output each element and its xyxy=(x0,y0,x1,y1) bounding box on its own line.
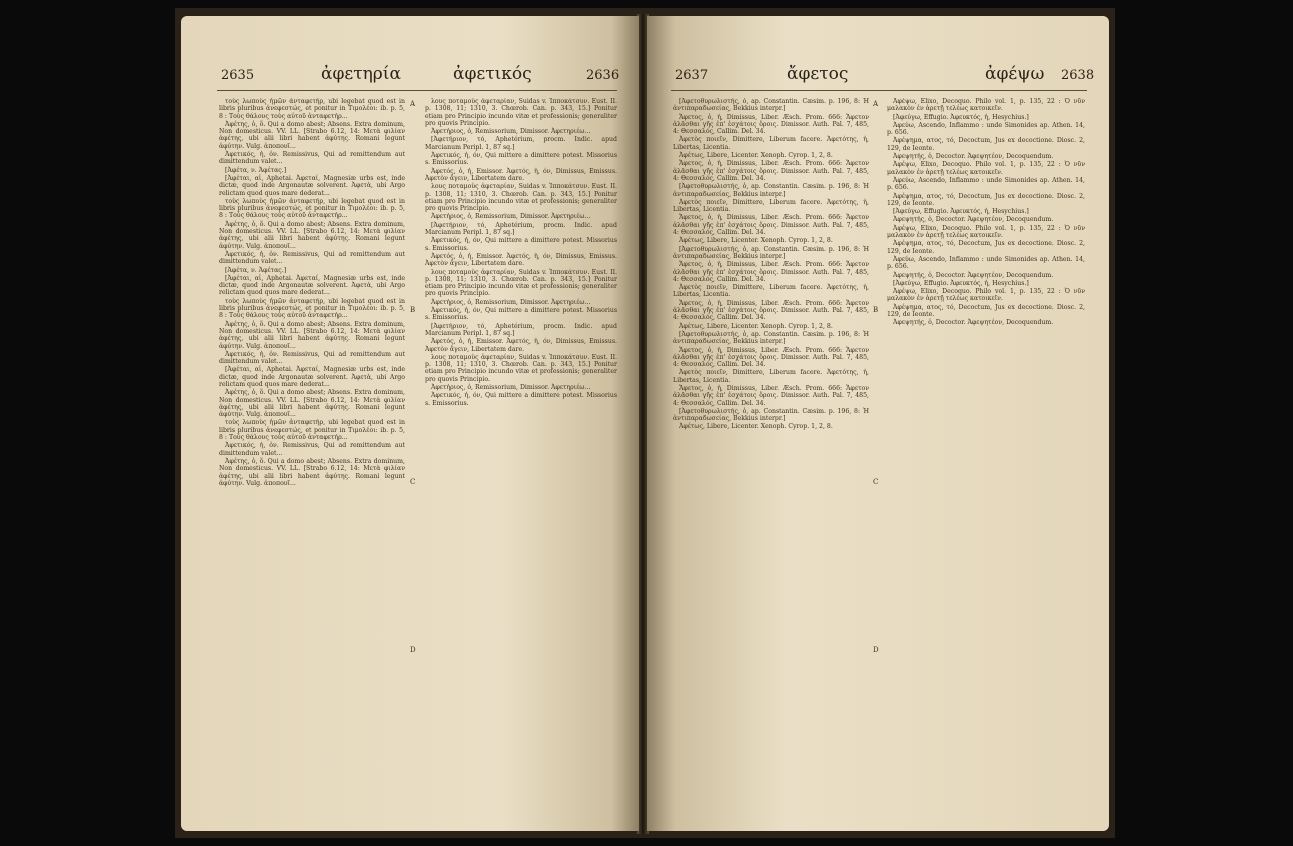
entry: τοὺς λωποὺς ἡμῶν ἀνταφετήρ, ubi legebat quod est in libris pluribus ἀνεφεστώς, et ponitur in Τιμολέοι: ib. p. 5, 8 : Τοὺς θάλους τοὺς αὐτοῦ ἀνταφετήρ... xyxy=(219,419,405,442)
entry: Ἀφέτως, Libere, Licenter. Xenoph. Cyrop. 1, 2, 8. xyxy=(679,423,833,431)
entry: [Ἀφεύγω, Effugio. Ἀφευκτός, ἡ, Hesychius.] xyxy=(893,113,1029,121)
entry: Ἀφετός, ὁ, ἡ, Emissor. Ἀφετός, ἡ, όν, Dimissus, Emissus. Ἀφετὸν ἄγειν, Libertatem dare. xyxy=(425,252,617,268)
entry: Ἀφετικός, ἡ, ὁν. Remissivus, Qui ad remittendum aut dimittendum valet... xyxy=(219,151,405,166)
entry: Ἀφέψω, Elixo, Decoquo. Philo vol. 1, p. 135, 22 : Ὁ νῦν μαλακὸν ἐν ἀρετῇ τελέως κατοικεῖν. xyxy=(887,161,1085,176)
entry: Ἀφετικός, ἡ, ὁν. Remissivus, Qui ad remittendum aut dimittendum valet... xyxy=(219,442,405,457)
entry: Ἀφετικός, ἡ, όν, Qui mittere a dimittere potest. Missorius s. Emissorius. xyxy=(425,237,617,252)
entry: Ἄφετος, ὁ, ἡ, Dimissus, Liber. Æsch. Prom. 666: Ἄφετον ἀλᾶσθαι γῆς ἐπ' ἐσχάτοις ὅροις. Dimissor. Auth. Pal. 7, 485, 4: Θεσσαλός, Callim. Del. 34. xyxy=(673,113,869,136)
margin-letter-a: A xyxy=(410,100,416,108)
entry: [Ἀφέται, αἱ, Aphetai. Ἀφεταί, Magnesiæ urbs est, inde dictæ, quod inde Argonautæ solverent. Ἀφετὰ, ubi Argo relictam quod quos mare dederat... xyxy=(219,274,405,297)
entry: [Ἀφετήριον, τό, Aphetérium, procm. Indic. apud Marcianum Peripl. 1, 87 sq.] xyxy=(425,136,617,151)
entry: Ἀφετήριος, ὁ, Remissorium, Dimissor. Ἀφετηριέω... xyxy=(431,298,591,306)
entry: λους ποταμοὺς ἀφεταρίαν, Suidas v. Ἱπποκάτσυν. Eust. II. p. 1308, 11; 1310, 3. Chœrob. Can. p. 343, 15.] Ponitur etiam pro Principio incundo vitæ et professionis; generaliter pro quovis Principio. xyxy=(425,353,617,383)
open-book xyxy=(175,8,1115,838)
right-page-column-2 xyxy=(887,98,1085,817)
headword-left: ἄφετος xyxy=(787,64,849,84)
entry: [Ἀφέτα, ν. Ἀφέτας.] xyxy=(225,166,287,174)
entry: Ἀφετὸς ποιεῖν, Dimittere, Liberum facere. Ἀφετότης, ἡ, Libertas, Licentia. xyxy=(673,284,869,299)
entry: Ἄφετος, ὁ, ἡ, Dimissus, Liber. Æsch. Prom. 666: Ἄφετον ἀλᾶσθαι γῆς ἐπ' ἐσχάτοις ὅροις. Dimissor. Auth. Pal. 7, 485, 4: Θεσσαλός, Callim. Del. 34. xyxy=(673,214,869,237)
entry: Ἀφέψημα, ατος, τό, Decoctum, Jus ex decoctione. Diosc. 2, 129, de Ieonte. xyxy=(887,137,1085,152)
entry: Ἄφετος, ὁ, ἡ, Dimissus, Liber. Æsch. Prom. 666: Ἄφετον ἀλᾶσθαι γῆς ἐπ' ἐσχάτοις ὅροις. Dimissor. Auth. Pal. 7, 485, 4: Θεσσαλός, Callim. Del. 34. xyxy=(673,160,869,182)
entry: λους ποταμοὺς ἀφεταρίαν, Suidas v. Ἱπποκάτσυν. Eust. II. p. 1308, 11; 1310, 3. Chœrob. Can. p. 343, 15.] Ponitur etiam pro Principio incundo vitæ et professionis; generaliter pro quovis Principio. xyxy=(425,98,617,127)
entry: [Ἀφέται, αἱ, Aphetai. Ἀφεταί, Magnesiæ urbs est, inde dictæ, quod inde Argonautæ solverent. Ἀφετὰ, ubi Argo relictam quod quos mare dederat... xyxy=(219,174,405,197)
entry: [Ἀφετήριον, τό, Aphetérium, procm. Indic. apud Marcianum Peripl. 1, 87 sq.] xyxy=(425,322,617,337)
entry: λους ποταμοὺς ἀφεταρίαν, Suidas v. Ἱπποκάτσυν. Eust. II. p. 1308, 11; 1310, 3. Chœrob. Can. p. 343, 15.] Ponitur etiam pro Principio incundo vitæ et professionis; generaliter pro quovis Principio. xyxy=(425,268,617,298)
entry: Ἀφέψημα, ατος, τό, Decoctum, Jus ex decoctione. Diosc. 2, 129, de Ieonte. xyxy=(887,240,1085,255)
entry: [Ἀφετοθυρωλιστής, ὁ, ap. Constantin. Cæsim. p. 196, 8: Ἡ ἀντιπαραδωσείας, Bekkius interpr.] xyxy=(673,183,869,198)
left-page-column-2 xyxy=(425,98,617,817)
entry: Ἀφεύω, Ascendo, Inflammo : unde Simonides ap. Athen. 14, p. 656. xyxy=(887,176,1085,192)
entry: [Ἀφετοθυρωλιστής, ὁ, ap. Constantin. Cæsim. p. 196, 8: Ἡ ἀντιπαραδωσείας, Bekkius interpr.] xyxy=(673,330,869,346)
entry: Ἀφέτης, ὁ, ὅ. Qui a domo abest; Absens. Extra dominum, Non domesticus. VV. LL. [Strabo 6.12, 14: Μετὰ φιλίαν ἀφέτης, ubi alii libri habent ἀφύτης. Romani legunt ἀφύτην. Vulg. ἀποπουῖ... xyxy=(219,220,405,250)
margin-letter-d: D xyxy=(873,646,879,654)
margin-letter-d: D xyxy=(410,646,416,654)
entry: Ἀφέψημα, ατος, τό, Decoctum, Jus ex decoctione. Diosc. 2, 129, de Ieonte. xyxy=(887,192,1085,207)
entry: [Ἀφετοθυρωλιστής, ὁ, ap. Constantin. Cæsim. p. 196, 8: Ἡ ἀντιπαραδωσείας, Bekkius interpr.] xyxy=(673,407,869,423)
headword-right: ἀφέψω xyxy=(985,64,1045,84)
entry: Ἀφεψητής, ὁ, Decoctor. Ἀφεψητέον, Decoquendum. xyxy=(893,153,1054,161)
entry: τοὺς λωποὺς ἡμῶν ἀνταφετήρ, ubi legebat quod est in libris pluribus ἀνεφεστώς, et ponitur in Τιμολέοι: ib. p. 5, 8 : Τοὺς θάλους τοὺς αὐτοῦ ἀνταφετήρ... xyxy=(219,98,405,120)
entry: Ἀφεύω, Ascendo, Inflammo : unde Simonides ap. Athen. 14, p. 656. xyxy=(887,121,1085,137)
entry: Ἀφετήριος, ὁ, Remissorium, Dimissor. Ἀφετηριέω... xyxy=(431,213,591,221)
entry: Ἀφετήριος, ὁ, Remissorium, Dimissor. Ἀφετηριέω... xyxy=(431,383,591,391)
entry: [Ἀφετήριον, τό, Aphetérium, procm. Indic. apud Marcianum Peripl. 1, 87 sq.] xyxy=(425,221,617,237)
entry: Ἀφετικός, ἡ, όν, Qui mittere a dimittere potest. Missorius s. Emissorius. xyxy=(425,152,617,167)
entry: [Ἀφεύγω, Effugio. Ἀφευκτός, ἡ, Hesychius.] xyxy=(893,208,1029,216)
entry: Ἀφέτως, Libere, Licenter. Xenoph. Cyrop. 1, 2, 8. xyxy=(679,322,833,330)
entry: Ἄφετος, ὁ, ἡ, Dimissus, Liber. Æsch. Prom. 666: Ἄφετον ἀλᾶσθαι γῆς ἐπ' ἐσχάτοις ὅροις. Dimissor. Auth. Pal. 7, 485, 4: Θεσσαλός, Callim. Del. 34. xyxy=(673,346,869,369)
entry: Ἀφετός, ὁ, ἡ, Emissor. Ἀφετός, ἡ, όν, Dimissus, Emissus. Ἀφετὸν ἄγειν, Libertatem dare. xyxy=(425,338,617,353)
entry: Ἀφεψητής, ὁ, Decoctor. Ἀφεψητέον, Decoquendum. xyxy=(893,216,1054,224)
margin-letter-b: B xyxy=(873,306,879,314)
entry: Ἀφεψητής, ὁ, Decoctor. Ἀφεψητέον, Decoquendum. xyxy=(893,319,1054,327)
entry: Ἄφετος, ὁ, ἡ, Dimissus, Liber. Æsch. Prom. 666: Ἄφετον ἀλᾶσθαι γῆς ἐπ' ἐσχάτοις ὅροις. Dimissor. Auth. Pal. 7, 485, 4: Θεσσαλός, Callim. Del. 34. xyxy=(673,261,869,283)
entry: Ἀφέτης, ὁ, ὅ. Qui a domo abest; Absens. Extra dominum, Non domesticus. VV. LL. [Strabo 6.12, 14: Μετὰ φιλίαν ἀφέτης, ubi alii libri habent ἀφύτης. Romani legunt ἀφύτην. Vulg. ἀποπουῖ... xyxy=(219,120,405,150)
entry: [Ἀφέται, αἱ, Aphetai. Ἀφεταί, Magnesiæ urbs est, inde dictæ, quod inde Argonautæ solverent. Ἀφετὰ, ubi Argo relictam quod quos mare dederat... xyxy=(219,366,405,388)
entry: Ἀφέτης, ὁ, ὅ. Qui a domo abest; Absens. Extra dominum, Non domesticus. VV. LL. [Strabo 6.12, 14: Μετὰ φιλίαν ἀφέτης, ubi alii libri habent ἀφύτης. Romani legunt ἀφύτην. Vulg. ἀποπουῖ... xyxy=(219,389,405,419)
entry: Ἀφέτως, Libere, Licenter. Xenoph. Cyrop. 1, 2, 8. xyxy=(679,237,833,245)
left-page xyxy=(181,16,639,831)
page-number-2636: 2636 xyxy=(586,68,620,83)
entry: Ἄφετος, ὁ, ἡ, Dimissus, Liber. Æsch. Prom. 666: Ἄφετον ἀλᾶσθαι γῆς ἐπ' ἐσχάτοις ὅροις. Dimissor. Auth. Pal. 7, 485, 4: Θεσσαλός, Callim. Del. 34. xyxy=(673,384,869,407)
entry: Ἀφέψω, Elixo, Decoquo. Philo vol. 1, p. 135, 22 : Ὁ νῦν μαλακὸν ἐν ἀρετῇ τελέως κατοικεῖν. xyxy=(887,288,1085,303)
headword-left: ἀφετηρία xyxy=(321,64,401,84)
entry: [Ἀφεύγω, Effugio. Ἀφευκτός, ἡ, Hesychius.] xyxy=(893,279,1029,287)
header-rule xyxy=(217,90,617,91)
left-page-header xyxy=(181,64,639,90)
margin-letter-c: C xyxy=(873,478,879,486)
margin-letter-b: B xyxy=(410,306,416,314)
right-page-column-1 xyxy=(673,98,869,817)
right-page-header xyxy=(647,64,1109,90)
margin-letter-c: C xyxy=(410,478,416,486)
entry: Ἀφετικός, ἡ, όν, Qui mittere a dimittere potest. Missorius s. Emissorius. xyxy=(425,307,617,322)
entry: Ἀφετὸς ποιεῖν, Dimittere, Liberum facere. Ἀφετότης, ἡ, Libertas, Licentia. xyxy=(673,369,869,384)
page-number-2638: 2638 xyxy=(1061,68,1095,83)
entry: Ἀφέψημα, ατος, τό, Decoctum, Jus ex decoctione. Diosc. 2, 129, de Ieonte. xyxy=(887,303,1085,319)
entry: [Ἀφετοθυρωλιστής, ὁ, ap. Constantin. Cæsim. p. 196, 8: Ἡ ἀντιπαραδωσείας, Bekkius interpr.] xyxy=(673,98,869,113)
entry: Ἀφετὸς ποιεῖν, Dimittere, Liberum facere. Ἀφετότης, ἡ, Libertas, Licentia. xyxy=(673,136,869,151)
entry: Ἀφετὸς ποιεῖν, Dimittere, Liberum facere. Ἀφετότης, ἡ, Libertas, Licentia. xyxy=(673,198,869,214)
entry: Ἀφέτης, ὁ, ὅ. Qui a domo abest; Absens. Extra dominum, Non domesticus. VV. LL. [Strabo 6.12, 14: Μετὰ φιλίαν ἀφέτης, ubi alii libri habent ἀφύτης. Romani legunt ἀφύτην. Vulg. ἀποπουῖ... xyxy=(219,320,405,350)
entry: Ἀφετικός, ἡ, όν, Qui mittere a dimittere potest. Missorius s. Emissorius. xyxy=(425,392,617,407)
entry: Ἀφέψω, Elixo, Decoquo. Philo vol. 1, p. 135, 22 : Ὁ νῦν μαλακὸν ἐν ἀρετῇ τελέως κατοικεῖν. xyxy=(887,224,1085,240)
entry: Ἀφετός, ὁ, ἡ, Emissor. Ἀφετός, ἡ, όν, Dimissus, Emissus. Ἀφετὸν ἄγειν, Libertatem dare. xyxy=(425,167,617,182)
left-page-column-1 xyxy=(219,98,405,817)
entry: Ἀφέψω, Elixo, Decoquo. Philo vol. 1, p. 135, 22 : Ὁ νῦν μαλακὸν ἐν ἀρετῇ τελέως κατοικεῖν. xyxy=(887,98,1085,113)
page-number-2637: 2637 xyxy=(675,68,709,83)
entry: Ἄφετος, ὁ, ἡ, Dimissus, Liber. Æsch. Prom. 666: Ἄφετον ἀλᾶσθαι γῆς ἐπ' ἐσχάτοις ὅροις. Dimissor. Auth. Pal. 7, 485, 4: Θεσσαλός, Callim. Del. 34. xyxy=(673,299,869,322)
entry: Ἀφεύω, Ascendo, Inflammo : unde Simonides ap. Athen. 14, p. 656. xyxy=(887,255,1085,271)
entry: [Ἀφετοθυρωλιστής, ὁ, ap. Constantin. Cæsim. p. 196, 8: Ἡ ἀντιπαραδωσείας, Bekkius interpr.] xyxy=(673,245,869,260)
entry: τοὺς λωποὺς ἡμῶν ἀνταφετήρ, ubi legebat quod est in libris pluribus ἀνεφεστώς, et ponitur in Τιμολέοι: ib. p. 5, 8 : Τοὺς θάλους τοὺς αὐτοῦ ἀνταφετήρ... xyxy=(219,197,405,220)
headword-right: ἀφετικός xyxy=(453,64,532,84)
entry: λους ποταμοὺς ἀφεταρίαν, Suidas v. Ἱπποκάτσυν. Eust. II. p. 1308, 11; 1310, 3. Chœrob. Can. p. 343, 15.] Ponitur etiam pro Principio incundo vitæ et professionis; generaliter pro quovis Principio. xyxy=(425,183,617,213)
entry: [Ἀφέτα, ν. Ἀφέτας.] xyxy=(225,266,287,274)
entry: Ἀφετικός, ἡ, ὁν. Remissivus, Qui ad remittendum aut dimittendum valet... xyxy=(219,250,405,266)
page-number-2635: 2635 xyxy=(221,68,255,83)
entry: Ἀφετήριος, ὁ, Remissorium, Dimissor. Ἀφετηριέω... xyxy=(431,128,591,136)
margin-letter-a: A xyxy=(873,100,879,108)
entry: Ἀφέτως, Libere, Licenter. Xenoph. Cyrop. 1, 2, 8. xyxy=(679,152,833,160)
entry: τοὺς λωποὺς ἡμῶν ἀνταφετήρ, ubi legebat quod est in libris pluribus ἀνεφεστώς, et ponitur in Τιμολέοι: ib. p. 5, 8 : Τοὺς θάλους τοὺς αὐτοῦ ἀνταφετήρ... xyxy=(219,297,405,320)
entry: Ἀφετικός, ἡ, ὁν. Remissivus, Qui ad remittendum aut dimittendum valet... xyxy=(219,350,405,366)
entry: Ἀφεψητής, ὁ, Decoctor. Ἀφεψητέον, Decoquendum. xyxy=(893,271,1054,279)
entry: Ἀφέτης, ὁ, ὅ. Qui a domo abest; Absens. Extra dominum, Non domesticus. VV. LL. [Strabo 6.12, 14: Μετὰ φιλίαν ἀφέτης, ubi alii libri habent ἀφύτης. Romani legunt ἀφύτην. Vulg. ἀποπουῖ... xyxy=(219,457,405,487)
header-rule xyxy=(671,90,1087,91)
right-page xyxy=(647,16,1109,831)
